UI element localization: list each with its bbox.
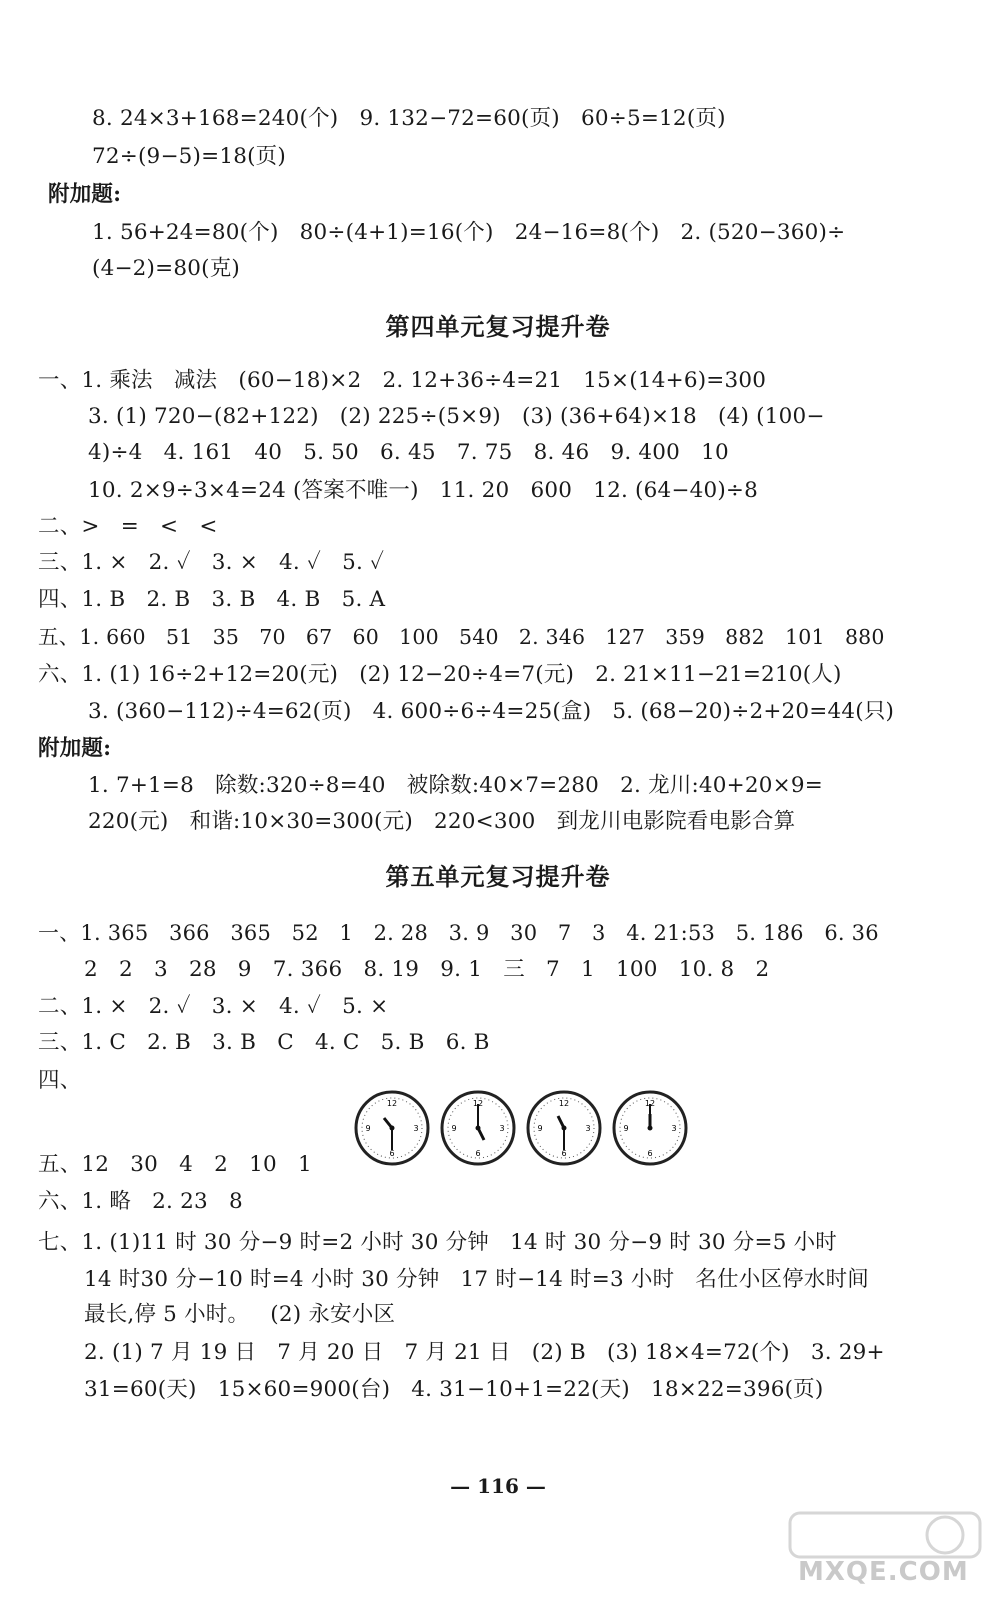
unit5-line-3: 二、1. × 2. ✓ 3. × 4. ✓ 5. × — [38, 994, 389, 1019]
svg-text:9: 9 — [623, 1124, 629, 1133]
unit4-line-7: 四、1. B 2. B 3. B 4. B 5. A — [38, 587, 386, 612]
svg-text:12: 12 — [472, 1099, 484, 1108]
unit4-extra-heading: 附加题: — [38, 736, 112, 761]
svg-text:12: 12 — [644, 1099, 656, 1108]
prev-line-1: 8. 24×3+168=240(个) 9. 132−72=60(页) 60÷5=12(页) — [92, 106, 726, 131]
svg-text:9: 9 — [537, 1124, 543, 1133]
svg-text:6: 6 — [475, 1149, 481, 1158]
unit5-line-4: 三、1. C 2. B 3. B C 4. C 5. B 6. B — [38, 1030, 490, 1055]
prev-line-2: 72÷(9−5)=18(页) — [92, 144, 286, 169]
svg-text:12: 12 — [558, 1099, 570, 1108]
clock-icon — [528, 1092, 600, 1164]
unit5-line-11: 2. (1) 7 月 19 日 7 月 20 日 7 月 21 日 (2) B (3) 18×4=72(个) 3. 29+ — [84, 1340, 885, 1365]
svg-text:6: 6 — [389, 1149, 395, 1158]
unit5-line-8: 七、1. (1)11 时 30 分−9 时=2 小时 30 分钟 14 时 30 分−9 时 30 分=5 小时 — [38, 1230, 838, 1255]
unit4-line-8: 五、1. 660 51 35 70 67 60 100 540 2. 346 127 359 882 101 880 — [38, 625, 885, 649]
unit4-line-10: 3. (360−112)÷4=62(页) 4. 600÷6÷4=25(盒) 5. (68−20)÷2+20=44(只) — [88, 699, 895, 724]
unit4-line-2: 3. (1) 720−(82+122) (2) 225÷(5×9) (3) (36+64)×18 (4) (100− — [88, 404, 825, 429]
svg-text:9: 9 — [451, 1124, 457, 1133]
watermark-icon — [780, 1505, 990, 1565]
page-footer — [0, 1472, 996, 1500]
svg-text:12: 12 — [386, 1099, 398, 1108]
unit4-line-11: 1. 7+1=8 除数:320÷8=40 被除数:40×7=280 2. 龙川:40+20×9= — [88, 773, 823, 798]
svg-text:3: 3 — [413, 1124, 419, 1133]
unit4-line-12: 220(元) 和谐:10×30=300(元) 220<300 到龙川电影院看电影合算 — [88, 809, 796, 834]
page-number: 116 — [477, 1474, 519, 1498]
clock-icon — [442, 1092, 514, 1164]
prev-line-4: (4−2)=80(克) — [92, 256, 240, 281]
footer-dash-right: — — [518, 1474, 546, 1498]
clock-icon — [356, 1092, 428, 1164]
unit4-title: 第四单元复习提升卷 — [385, 313, 611, 341]
svg-text:6: 6 — [561, 1149, 567, 1158]
svg-text:6: 6 — [647, 1149, 653, 1158]
svg-text:3: 3 — [499, 1124, 505, 1133]
unit5-line-10: 最长,停 5 小时。 (2) 永安小区 — [84, 1302, 396, 1327]
unit5-line-1: 一、1. 365 366 365 52 1 2. 28 3. 9 30 7 3 4. 21:53 5. 186 6. 36 — [38, 921, 879, 945]
unit5-title: 第五单元复习提升卷 — [385, 863, 611, 891]
watermark-logo — [780, 1505, 990, 1600]
unit4-line-4: 10. 2×9÷3×4=24 (答案不唯一) 11. 20 600 12. (64−40)÷8 — [88, 478, 759, 503]
svg-text:3: 3 — [671, 1124, 677, 1133]
unit5-line-5: 四、 — [38, 1068, 82, 1093]
footer-dash-left: — — [450, 1474, 478, 1498]
unit5-line-6: 五、12 30 4 2 10 1 — [38, 1152, 312, 1177]
unit4-line-6: 三、1. × 2. ✓ 3. × 4. ✓ 5. ✓ — [38, 550, 385, 575]
clock-icon — [614, 1092, 686, 1164]
unit5-line-9: 14 时30 分−10 时=4 小时 30 分钟 17 时−14 时=3 小时 名仕小区停水时间 — [84, 1267, 869, 1292]
unit5-line-12: 31=60(天) 15×60=900(台) 4. 31−10+1=22(天) 18×22=396(页) — [84, 1377, 824, 1402]
watermark-text: MXQE.COM — [798, 1557, 969, 1587]
prev-extra-heading: 附加题: — [48, 182, 122, 207]
unit4-line-3: 4)÷4 4. 161 40 5. 50 6. 45 7. 75 8. 46 9. 400 10 — [88, 440, 729, 465]
unit4-line-1: 一、1. 乘法 减法 (60−18)×2 2. 12+36÷4=21 15×(14+6)=300 — [38, 368, 767, 393]
unit4-line-9: 六、1. (1) 16÷2+12=20(元) (2) 12−20÷4=7(元) 2. 21×11−21=210(人) — [38, 662, 842, 687]
unit5-line-7: 六、1. 略 2. 23 8 — [38, 1189, 243, 1214]
prev-line-3: 1. 56+24=80(个) 80÷(4+1)=16(个) 24−16=8(个) 2. (520−360)÷ — [92, 220, 846, 245]
clock-answers — [352, 1088, 692, 1168]
unit5-line-2: 2 2 3 28 9 7. 366 8. 19 9. 1 三 7 1 100 10. 8 2 — [84, 957, 770, 982]
unit4-line-5: 二、> = < < — [38, 514, 218, 539]
svg-text:3: 3 — [585, 1124, 591, 1133]
svg-text:9: 9 — [365, 1124, 371, 1133]
